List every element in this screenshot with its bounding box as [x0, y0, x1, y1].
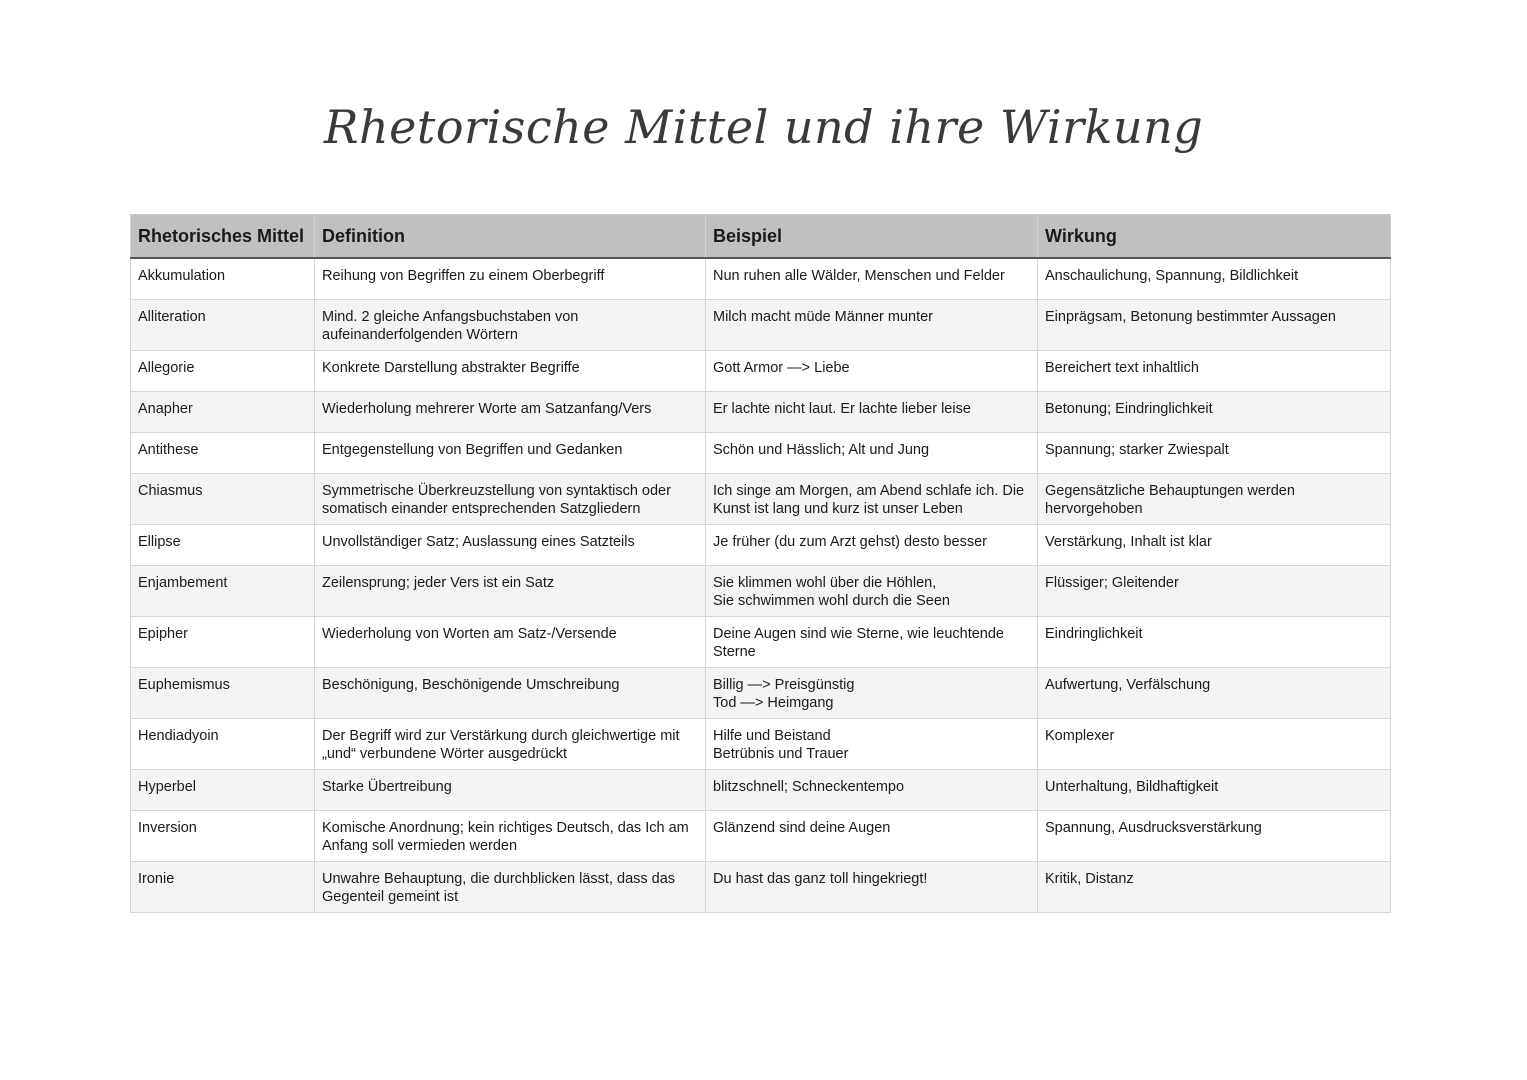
- cell-mittel: Hendiadyoin: [131, 718, 315, 769]
- cell-definition: Entgegenstellung von Begriffen und Gedanken: [315, 432, 706, 473]
- cell-beispiel: Je früher (du zum Arzt gehst) desto besser: [706, 524, 1038, 565]
- table-row: [131, 861, 1391, 912]
- cell-mittel: Enjambement: [131, 565, 315, 616]
- header-beispiel: Beispiel: [706, 215, 1038, 259]
- cell-wirkung: Spannung, Ausdrucksverstärkung: [1038, 810, 1391, 861]
- cell-wirkung: Einprägsam, Betonung bestimmter Aussagen: [1038, 299, 1391, 350]
- cell-wirkung: Betonung; Eindringlichkeit: [1038, 391, 1391, 432]
- cell-beispiel: Sie klimmen wohl über die Höhlen, Sie schwimmen wohl durch die Seen: [706, 565, 1038, 616]
- cell-wirkung: Spannung; starker Zwiespalt: [1038, 432, 1391, 473]
- cell-beispiel: blitzschnell; Schneckentempo: [706, 769, 1038, 810]
- table-row: [131, 350, 1391, 391]
- cell-wirkung: Bereichert text inhaltlich: [1038, 350, 1391, 391]
- cell-definition: Reihung von Begriffen zu einem Oberbegriff: [315, 258, 706, 299]
- page-title: Rhetorische Mittel und ihre Wirkung: [323, 100, 1204, 154]
- table-row: [131, 391, 1391, 432]
- cell-beispiel: Gott Armor —> Liebe: [706, 350, 1038, 391]
- cell-definition: Komische Anordnung; kein richtiges Deutsch, das Ich am Anfang soll vermieden werden: [315, 810, 706, 861]
- cell-wirkung: Verstärkung, Inhalt ist klar: [1038, 524, 1391, 565]
- table-row: [131, 718, 1391, 769]
- cell-mittel: Euphemismus: [131, 667, 315, 718]
- header-wirkung: Wirkung: [1038, 215, 1391, 259]
- cell-wirkung: Eindringlichkeit: [1038, 616, 1391, 667]
- cell-mittel: Anapher: [131, 391, 315, 432]
- cell-beispiel: Er lachte nicht laut. Er lachte lieber leise: [706, 391, 1038, 432]
- cell-wirkung: Flüssiger; Gleitender: [1038, 565, 1391, 616]
- cell-beispiel: Glänzend sind deine Augen: [706, 810, 1038, 861]
- table-row: [131, 769, 1391, 810]
- cell-definition: Wiederholung mehrerer Worte am Satzanfang/Vers: [315, 391, 706, 432]
- table-row: [131, 565, 1391, 616]
- table-row: [131, 616, 1391, 667]
- cell-definition: Konkrete Darstellung abstrakter Begriffe: [315, 350, 706, 391]
- header-rhetorisches-mittel: Rhetorisches Mittel: [131, 215, 315, 259]
- cell-definition: Symmetrische Überkreuzstellung von syntaktisch oder somatisch einander entsprechenden Satzgliedern: [315, 473, 706, 524]
- table-row: [131, 432, 1391, 473]
- table-row: [131, 473, 1391, 524]
- table-row: [131, 810, 1391, 861]
- cell-mittel: Antithese: [131, 432, 315, 473]
- cell-mittel: Ironie: [131, 861, 315, 912]
- rhetoric-table: [130, 214, 1391, 913]
- cell-mittel: Allegorie: [131, 350, 315, 391]
- cell-wirkung: Aufwertung, Verfälschung: [1038, 667, 1391, 718]
- cell-beispiel: Ich singe am Morgen, am Abend schlafe ich. Die Kunst ist lang und kurz ist unser Leben: [706, 473, 1038, 524]
- cell-definition: Beschönigung, Beschönigende Umschreibung: [315, 667, 706, 718]
- cell-mittel: Akkumulation: [131, 258, 315, 299]
- table-row: [131, 299, 1391, 350]
- cell-definition: Mind. 2 gleiche Anfangsbuchstaben von aufeinanderfolgenden Wörtern: [315, 299, 706, 350]
- cell-mittel: Ellipse: [131, 524, 315, 565]
- cell-mittel: Epipher: [131, 616, 315, 667]
- cell-mittel: Chiasmus: [131, 473, 315, 524]
- table-row: [131, 667, 1391, 718]
- cell-mittel: Inversion: [131, 810, 315, 861]
- cell-beispiel: Milch macht müde Männer munter: [706, 299, 1038, 350]
- cell-beispiel: Nun ruhen alle Wälder, Menschen und Felder: [706, 258, 1038, 299]
- cell-wirkung: Gegensätzliche Behauptungen werden hervorgehoben: [1038, 473, 1391, 524]
- cell-definition: Zeilensprung; jeder Vers ist ein Satz: [315, 565, 706, 616]
- cell-beispiel: Deine Augen sind wie Sterne, wie leuchtende Sterne: [706, 616, 1038, 667]
- cell-wirkung: Kritik, Distanz: [1038, 861, 1391, 912]
- cell-wirkung: Komplexer: [1038, 718, 1391, 769]
- table-header-row: [131, 215, 1391, 259]
- cell-definition: Wiederholung von Worten am Satz-/Versende: [315, 616, 706, 667]
- cell-wirkung: Unterhaltung, Bildhaftigkeit: [1038, 769, 1391, 810]
- cell-beispiel: Du hast das ganz toll hingekriegt!: [706, 861, 1038, 912]
- cell-wirkung: Anschaulichung, Spannung, Bildlichkeit: [1038, 258, 1391, 299]
- cell-definition: Starke Übertreibung: [315, 769, 706, 810]
- cell-mittel: Alliteration: [131, 299, 315, 350]
- header-definition: Definition: [315, 215, 706, 259]
- cell-definition: Unwahre Behauptung, die durchblicken lässt, dass das Gegenteil gemeint ist: [315, 861, 706, 912]
- cell-beispiel: Hilfe und Beistand Betrübnis und Trauer: [706, 718, 1038, 769]
- cell-mittel: Hyperbel: [131, 769, 315, 810]
- table-row: [131, 524, 1391, 565]
- cell-definition: Der Begriff wird zur Verstärkung durch gleichwertige mit „und“ verbundene Wörter ausgedrückt: [315, 718, 706, 769]
- cell-definition: Unvollständiger Satz; Auslassung eines Satzteils: [315, 524, 706, 565]
- cell-beispiel: Billig —> Preisgünstig Tod —> Heimgang: [706, 667, 1038, 718]
- cell-beispiel: Schön und Hässlich; Alt und Jung: [706, 432, 1038, 473]
- table-row: [131, 258, 1391, 299]
